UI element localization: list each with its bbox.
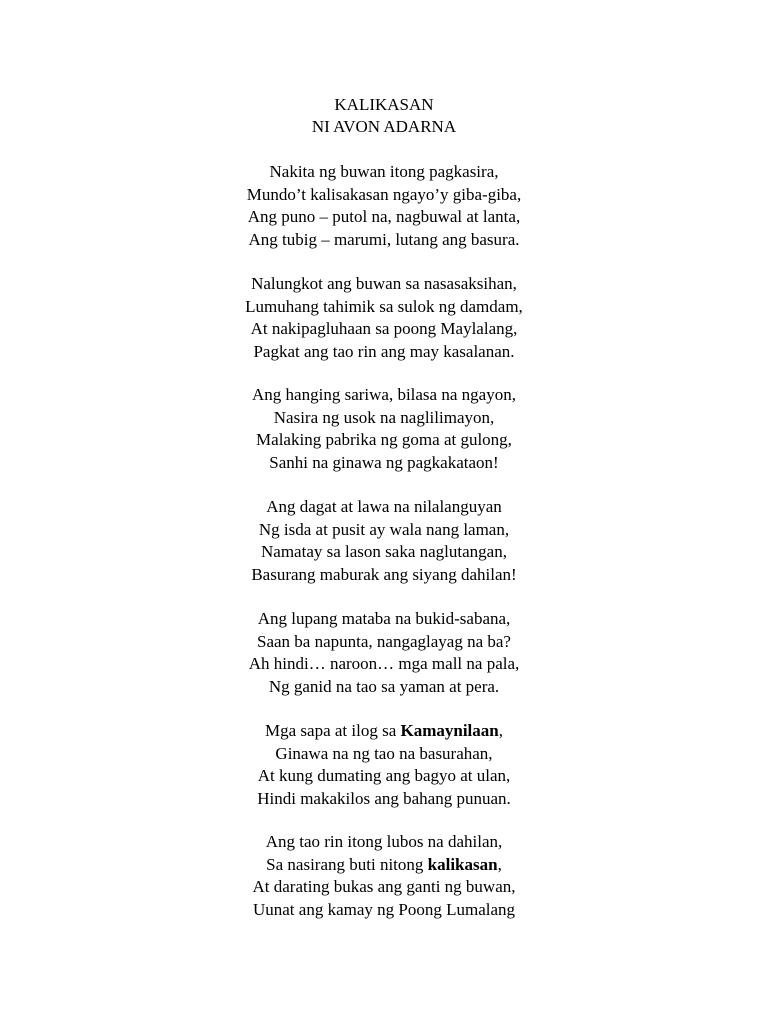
- poem-line: At darating bukas ang ganti ng buwan,: [252, 877, 516, 896]
- poem-line: Lumuhang tahimik sa sulok ng damdam,: [245, 296, 523, 316]
- poem-line: [0, 720, 768, 743]
- stanza-1: [0, 161, 768, 251]
- stanza-6: [0, 720, 768, 810]
- poem-line-text: Sa nasirang buti nitong: [266, 854, 428, 874]
- poem-line: Uunat ang kamay ng Poong Lumalang: [252, 899, 516, 919]
- poem-line: Ang hanging sariwa, bilasa na ngayon,: [252, 385, 516, 404]
- poem-author: NI AVON ADARNA: [311, 117, 457, 136]
- poem-line: Nakita ng buwan itong pagkasira,: [269, 162, 499, 181]
- poem-line: Saan ba napunta, nangaglayag na ba?: [257, 631, 511, 651]
- poem-line: Malaking pabrika ng goma at gulong,: [256, 430, 512, 449]
- emphasized-word: kalikasan: [427, 854, 498, 874]
- poem-line: Ng isda at pusit ay wala nang laman,: [258, 519, 510, 539]
- stanza-3: [0, 384, 768, 474]
- stanza-4: [0, 496, 768, 586]
- poem-title: KALIKASAN: [334, 95, 434, 114]
- poem-line: [0, 854, 768, 877]
- poem-header: [0, 94, 768, 138]
- poem-line: Sanhi na ginawa ng pagkakataon!: [269, 452, 499, 472]
- poem-line: Ang lupang mataba na bukid-sabana,: [257, 609, 511, 628]
- poem-line-text: Mga sapa at ilog sa: [265, 721, 401, 740]
- poem-line: Mundo’t kalisakasan ngayo’y giba-giba,: [246, 184, 522, 204]
- poem-line: Ang tubig – marumi, lutang ang basura.: [248, 229, 520, 249]
- poem-line: Nasira ng usok na naglilimayon,: [273, 407, 495, 427]
- poem-line: Ang tao rin itong lubos na dahilan,: [265, 832, 503, 851]
- poem-line: Basurang maburak ang siyang dahilan!: [251, 564, 517, 584]
- stanza-7: [0, 831, 768, 921]
- poem-line: Ginawa na ng tao na basurahan,: [275, 743, 493, 763]
- poem-line: Nalungkot ang buwan sa nasasaksihan,: [251, 274, 517, 293]
- stanza-2: [0, 273, 768, 363]
- poem-line-punctuation: ,: [497, 854, 502, 874]
- poem-line: Ah hindi… naroon… mga mall na pala,: [248, 654, 520, 673]
- poem-line: At nakipagluhaan sa poong Maylalang,: [250, 319, 518, 338]
- poem-line: Ng ganid na tao sa yaman at pera.: [268, 676, 500, 696]
- emphasized-word: Kamaynilaan: [400, 721, 499, 740]
- poem-line: Ang puno – putol na, nagbuwal at lanta,: [247, 207, 521, 226]
- poem-line-punctuation: ,: [498, 721, 503, 740]
- poem-line: Hindi makakilos ang bahang punuan.: [257, 788, 511, 808]
- poem-line: Ang dagat at lawa na nilalanguyan: [266, 497, 502, 516]
- poem-line: Pagkat ang tao rin ang may kasalanan.: [253, 341, 515, 361]
- poem-line: Namatay sa lason saka naglutangan,: [261, 542, 507, 561]
- poem-line: At kung dumating ang bagyo at ulan,: [257, 766, 511, 785]
- stanza-5: [0, 608, 768, 698]
